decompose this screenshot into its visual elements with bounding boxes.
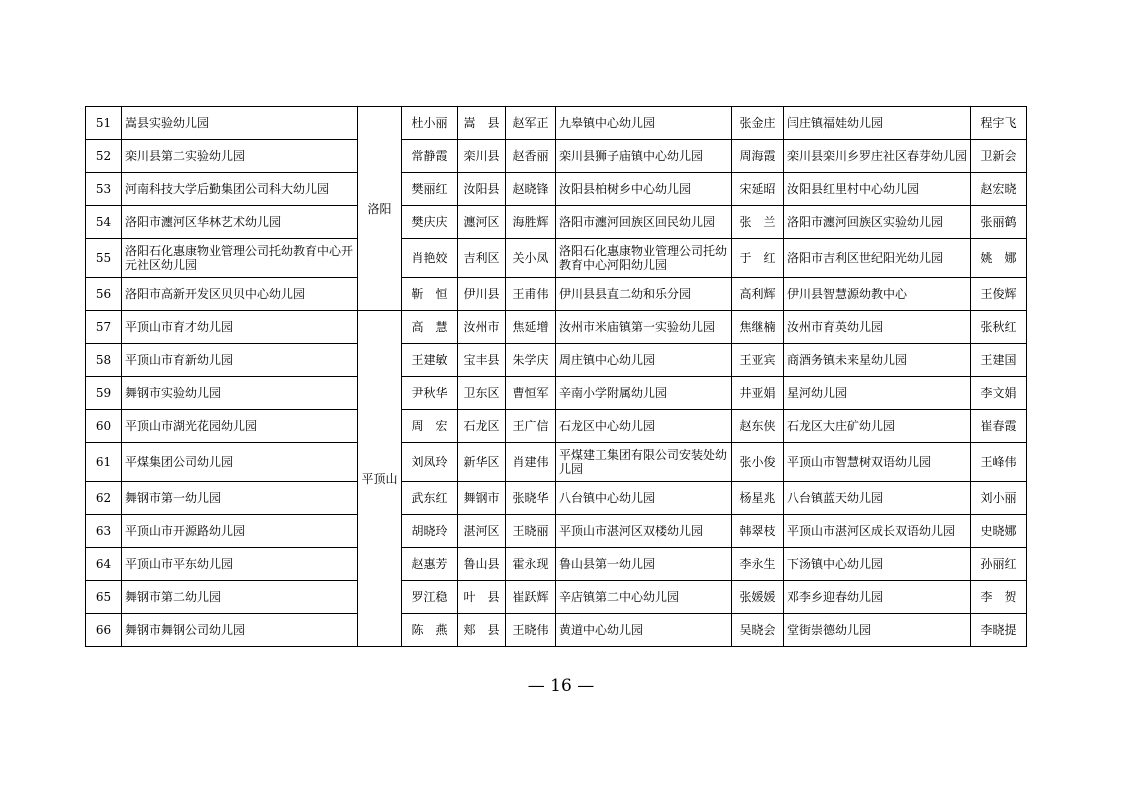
partner-contact: 焦继楠 [732,311,784,344]
contact-person: 樊庆庆 [402,206,458,239]
row-number: 60 [86,410,122,443]
district-name: 郏 县 [458,614,506,647]
table-row [86,278,1027,311]
row-number: 66 [86,614,122,647]
district-name: 卫东区 [458,377,506,410]
district-contact: 赵香丽 [506,140,556,173]
second-partner-contact: 王建国 [971,344,1027,377]
contact-person: 赵惠芳 [402,548,458,581]
district-contact: 王广信 [506,410,556,443]
partner-contact: 李永生 [732,548,784,581]
partner-contact: 张 兰 [732,206,784,239]
partner-contact: 井亚娟 [732,377,784,410]
partner-school: 栾川县狮子庙镇中心幼儿园 [556,140,732,173]
district-name: 湛河区 [458,515,506,548]
school-name: 平顶山市湖光花园幼儿园 [122,410,358,443]
second-partner-contact: 崔春霞 [971,410,1027,443]
school-name: 舞钢市舞钢公司幼儿园 [122,614,358,647]
row-number: 63 [86,515,122,548]
second-partner-school: 石龙区大庄矿幼儿园 [784,410,971,443]
table-row [86,614,1027,647]
partner-contact: 王亚宾 [732,344,784,377]
partner-contact: 吴晓会 [732,614,784,647]
page-number: — 16 — [527,676,595,696]
contact-person: 樊丽红 [402,173,458,206]
table-row [86,311,1027,344]
second-partner-contact: 程宇飞 [971,107,1027,140]
contact-person: 常静霞 [402,140,458,173]
partner-contact: 张媛媛 [732,581,784,614]
table-row [86,107,1027,140]
partner-school: 汝州市米庙镇第一实验幼儿园 [556,311,732,344]
school-name: 平煤集团公司幼儿园 [122,443,358,482]
school-name: 平顶山市育新幼儿园 [122,344,358,377]
partner-school: 洛阳市瀍河回族区回民幼儿园 [556,206,732,239]
row-number: 51 [86,107,122,140]
second-partner-school: 平顶山市智慧树双语幼儿园 [784,443,971,482]
second-partner-contact: 赵宏晓 [971,173,1027,206]
row-number: 57 [86,311,122,344]
second-partner-contact: 李文娟 [971,377,1027,410]
second-partner-contact: 张丽鹤 [971,206,1027,239]
row-number: 52 [86,140,122,173]
second-partner-school: 闫庄镇福娃幼儿园 [784,107,971,140]
contact-person: 陈 燕 [402,614,458,647]
partner-school: 平顶山市湛河区双楼幼儿园 [556,515,732,548]
table-row [86,344,1027,377]
table-row [86,410,1027,443]
partner-school: 黄道中心幼儿园 [556,614,732,647]
school-name: 嵩县实验幼儿园 [122,107,358,140]
second-partner-school: 洛阳市吉利区世纪阳光幼儿园 [784,239,971,278]
kindergarten-pairing-table [85,106,1027,647]
row-number: 55 [86,239,122,278]
table-row [86,482,1027,515]
contact-person: 尹秋华 [402,377,458,410]
partner-school: 鲁山县第一幼儿园 [556,548,732,581]
district-contact: 王晓丽 [506,515,556,548]
school-name: 平顶山市育才幼儿园 [122,311,358,344]
second-partner-school: 八台镇蓝天幼儿园 [784,482,971,515]
partner-contact: 张小俊 [732,443,784,482]
row-number: 64 [86,548,122,581]
contact-person: 刘凤玲 [402,443,458,482]
second-partner-contact: 李晓提 [971,614,1027,647]
second-partner-school: 汝州市育英幼儿园 [784,311,971,344]
second-partner-school: 伊川县智慧源幼教中心 [784,278,971,311]
school-name: 舞钢市实验幼儿园 [122,377,358,410]
region-cell: 洛阳 [358,107,402,311]
partner-school: 辛店镇第二中心幼儿园 [556,581,732,614]
second-partner-contact: 刘小丽 [971,482,1027,515]
school-name: 平顶山市开源路幼儿园 [122,515,358,548]
district-contact: 霍永现 [506,548,556,581]
district-name: 石龙区 [458,410,506,443]
district-name: 叶 县 [458,581,506,614]
district-name: 伊川县 [458,278,506,311]
second-partner-contact: 张秋红 [971,311,1027,344]
district-contact: 肖建伟 [506,443,556,482]
partner-contact: 张金庄 [732,107,784,140]
school-name: 洛阳石化惠康物业管理公司托幼教育中心开元社区幼儿园 [122,239,358,278]
contact-person: 肖艳姣 [402,239,458,278]
district-contact: 赵晓锋 [506,173,556,206]
table-row [86,140,1027,173]
partner-school: 洛阳石化惠康物业管理公司托幼教育中心河阳幼儿园 [556,239,732,278]
contact-person: 周 宏 [402,410,458,443]
contact-person: 杜小丽 [402,107,458,140]
district-contact: 曹恒军 [506,377,556,410]
second-partner-school: 汝阳县红里村中心幼儿园 [784,173,971,206]
district-contact: 海胜辉 [506,206,556,239]
partner-contact: 赵东侠 [732,410,784,443]
contact-person: 武东红 [402,482,458,515]
contact-person: 高 慧 [402,311,458,344]
contact-person: 靳 恒 [402,278,458,311]
district-contact: 赵军正 [506,107,556,140]
row-number: 62 [86,482,122,515]
school-name: 洛阳市高新开发区贝贝中心幼儿园 [122,278,358,311]
table-row [86,239,1027,278]
second-partner-contact: 姚 娜 [971,239,1027,278]
second-partner-school: 邓李乡迎春幼儿园 [784,581,971,614]
second-partner-school: 堂街崇德幼儿园 [784,614,971,647]
partner-school: 石龙区中心幼儿园 [556,410,732,443]
table-row [86,206,1027,239]
school-name: 洛阳市瀍河区华林艺术幼儿园 [122,206,358,239]
second-partner-contact: 史晓娜 [971,515,1027,548]
table-row [86,548,1027,581]
partner-school: 八台镇中心幼儿园 [556,482,732,515]
partner-contact: 于 红 [732,239,784,278]
partner-school: 汝阳县柏树乡中心幼儿园 [556,173,732,206]
district-contact: 朱学庆 [506,344,556,377]
row-number: 59 [86,377,122,410]
partner-school: 周庄镇中心幼儿园 [556,344,732,377]
table-row [86,515,1027,548]
row-number: 54 [86,206,122,239]
district-name: 舞钢市 [458,482,506,515]
district-name: 嵩 县 [458,107,506,140]
second-partner-contact: 李 贺 [971,581,1027,614]
partner-contact: 周海霞 [732,140,784,173]
district-name: 新华区 [458,443,506,482]
second-partner-contact: 孙丽红 [971,548,1027,581]
partner-contact: 杨星兆 [732,482,784,515]
school-name: 舞钢市第二幼儿园 [122,581,358,614]
school-name: 平顶山市平东幼儿园 [122,548,358,581]
second-partner-contact: 王峰伟 [971,443,1027,482]
second-partner-school: 商酒务镇未来星幼儿园 [784,344,971,377]
table-body [86,107,1027,647]
partner-school: 伊川县县直二幼和乐分园 [556,278,732,311]
district-name: 吉利区 [458,239,506,278]
district-name: 汝州市 [458,311,506,344]
contact-person: 胡晓玲 [402,515,458,548]
table-row [86,377,1027,410]
district-name: 瀍河区 [458,206,506,239]
second-partner-school: 星河幼儿园 [784,377,971,410]
table-row [86,581,1027,614]
district-name: 鲁山县 [458,548,506,581]
contact-person: 罗江稳 [402,581,458,614]
table-row [86,443,1027,482]
row-number: 53 [86,173,122,206]
second-partner-school: 平顶山市湛河区成长双语幼儿园 [784,515,971,548]
district-name: 汝阳县 [458,173,506,206]
partner-contact: 高利辉 [732,278,784,311]
table-row [86,173,1027,206]
partner-school: 辛南小学附属幼儿园 [556,377,732,410]
partner-school: 九皋镇中心幼儿园 [556,107,732,140]
contact-person: 王建敏 [402,344,458,377]
partner-school: 平煤建工集团有限公司安装处幼儿园 [556,443,732,482]
district-contact: 焦延增 [506,311,556,344]
second-partner-contact: 卫新会 [971,140,1027,173]
district-name: 栾川县 [458,140,506,173]
school-name: 舞钢市第一幼儿园 [122,482,358,515]
district-contact: 张晓华 [506,482,556,515]
second-partner-school: 下汤镇中心幼儿园 [784,548,971,581]
second-partner-school: 栾川县栾川乡罗庄社区春芽幼儿园 [784,140,971,173]
district-contact: 关小凤 [506,239,556,278]
school-name: 栾川县第二实验幼儿园 [122,140,358,173]
district-contact: 王晓伟 [506,614,556,647]
partner-contact: 韩翠枝 [732,515,784,548]
row-number: 61 [86,443,122,482]
school-name: 河南科技大学后勤集团公司科大幼儿园 [122,173,358,206]
row-number: 58 [86,344,122,377]
row-number: 65 [86,581,122,614]
second-partner-school: 洛阳市瀍河回族区实验幼儿园 [784,206,971,239]
district-name: 宝丰县 [458,344,506,377]
district-contact: 王甫伟 [506,278,556,311]
partner-contact: 宋延昭 [732,173,784,206]
region-cell: 平顶山 [358,311,402,647]
row-number: 56 [86,278,122,311]
district-contact: 崔跃辉 [506,581,556,614]
second-partner-contact: 王俊辉 [971,278,1027,311]
